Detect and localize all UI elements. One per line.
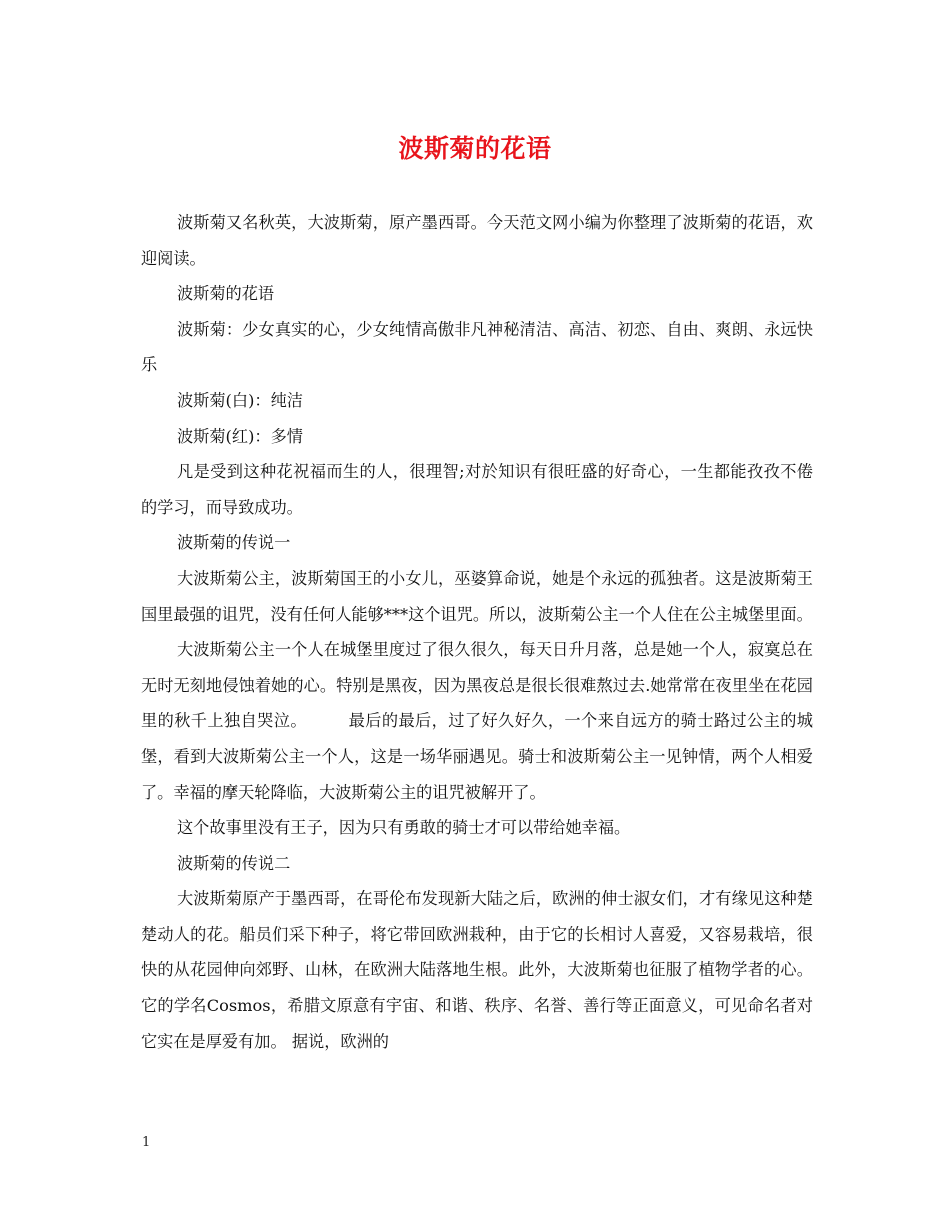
paragraph-white-meaning: 波斯菊(白)：纯洁 xyxy=(177,390,303,410)
document-title: 波斯菊的花语 xyxy=(398,134,552,163)
paragraph-legend-one-ending: 这个故事里没有王子，因为只有勇敢的骑士才可以带给她幸福。 xyxy=(177,818,631,838)
paragraph-legend-one-part-one: 大波斯菊公主，波斯菊国王的小女儿，巫婆算命说，她是个永远的孤独者。这是波斯菊王国里最强的诅咒，没有任何人能够***这个诅咒。所以，波斯菊公主一个人住在公主城堡里面。 xyxy=(141,568,813,624)
paragraph-intro: 波斯菊又名秋英，大波斯菊，原产墨西哥。今天范文网小编为你整理了波斯菊的花语，欢迎阅读。 xyxy=(141,213,813,268)
paragraph-red-meaning: 波斯菊(红)：多情 xyxy=(177,426,303,446)
document-body xyxy=(141,205,813,1059)
paragraph-legend-one-part-two: 大波斯菊公主一个人在城堡里度过了很久很久，每天日升月落，总是她一个人，寂寞总在无时无刻地侵蚀着她的心。特别是黑夜，因为黑夜总是很长很难熬过去.她常常在夜里坐在花园里的秋千上独自哭泣。 最后的最后，过了好久好久，一个来自远方的骑士路过公主的城堡，看到大波斯菊公主一个人，这是一场华丽遇见。骑士和波斯菊公主一见钟情，两个人相爱了。幸福的摩天轮降临，大波斯菊公主的诅咒被解开了。 xyxy=(141,640,813,802)
page-number: 1 xyxy=(142,1135,151,1150)
section-heading-legend-one: 波斯菊的传说一 xyxy=(177,533,291,553)
paragraph-legend-two: 大波斯菊原产于墨西哥，在哥伦布发现新大陆之后，欧洲的伸士淑女们，才有缘见这种楚楚动人的花。船员们采下种子，将它带回欧洲栽种，由于它的长相讨人喜爱，又容易栽培，很快的从花园伸向郊野、山林，在欧洲大陆落地生根。此外，大波斯菊也征服了植物学者的心。它的学名Cosmos，希腊文原意有宇宙、和谐、秩序、名誉、善行等正面意义，可见命名者对它实在是厚爱有加。 据说，欧洲的 xyxy=(141,889,813,1051)
section-heading-legend-two: 波斯菊的传说二 xyxy=(177,853,291,873)
paragraph-blessing: 凡是受到这种花祝福而生的人，很理智;对於知识有很旺盛的好奇心，一生都能孜孜不倦的学习，而导致成功。 xyxy=(141,462,813,517)
section-heading-flower-language: 波斯菊的花语 xyxy=(177,284,275,304)
paragraph-meaning: 波斯菊：少女真实的心，少女纯情高傲非凡神秘清洁、高洁、初恋、自由、爽朗、永远快乐 xyxy=(141,319,813,375)
